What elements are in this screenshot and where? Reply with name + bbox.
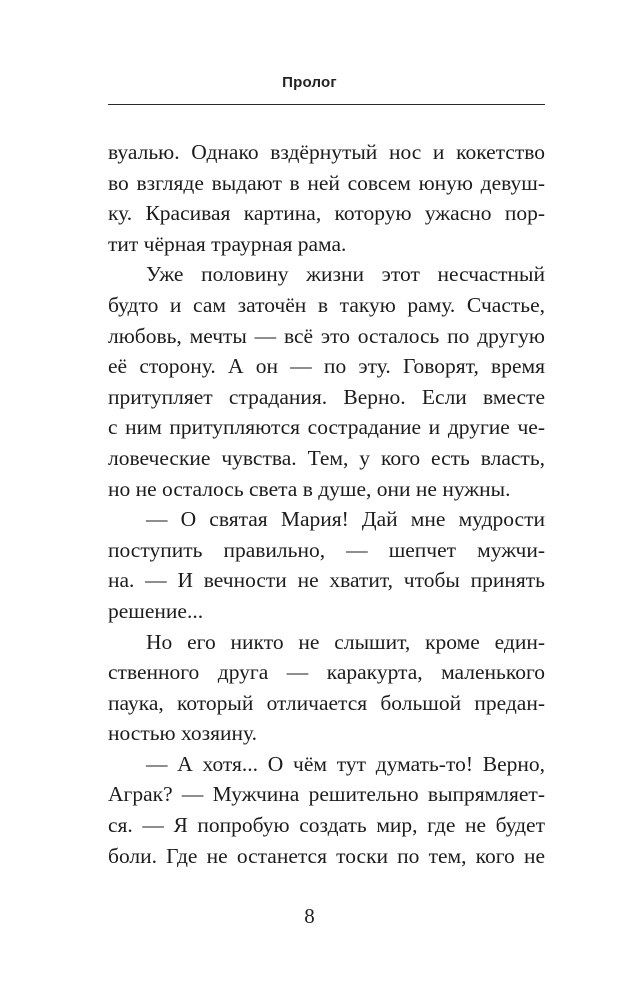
text-line: с ним притупляются сострадание и другие че- xyxy=(108,415,545,440)
text-line: паука, который отличается большой предан- xyxy=(108,690,545,715)
text-line: Аграк? — Мужчина решительно выпрямляет- xyxy=(108,782,545,807)
text-line: но не осталось света в душе, они не нужны. xyxy=(108,476,511,501)
body-text xyxy=(108,137,545,871)
running-head: Пролог xyxy=(282,74,337,91)
text-line: притупляет страдания. Верно. Если вместе xyxy=(108,384,545,409)
text-line: вуалью. Однако вздёрнутый нос и кокетство xyxy=(108,140,545,164)
text-line: будто и сам заточён в такую раму. Счастье, xyxy=(108,292,545,317)
text-line: её сторону. А он — по эту. Говорят, время xyxy=(108,354,545,379)
text-line: во взгляде выдают в ней совсем юную девуш- xyxy=(108,170,545,195)
text-line: на. — И вечности не хватит, чтобы принять xyxy=(108,568,545,593)
text-line: боли. Где не останется тоски по тем, кого не xyxy=(108,843,545,868)
text-line: ловеческие чувства. Тем, у кого есть власть, xyxy=(108,445,545,470)
text-line: тит чёрная траурная рама. xyxy=(108,231,347,256)
text-line: любовь, мечты — всё это осталось по другую xyxy=(108,323,545,348)
text-line: ся. — Я попробую создать мир, где не будет xyxy=(108,813,545,838)
text-line: ностью хозяину. xyxy=(108,721,258,746)
text-line: Уже половину жизни этот несчастный xyxy=(146,262,545,287)
text-line: ку. Красивая картина, которую ужасно пор- xyxy=(108,201,545,226)
text-line: Но его никто не слышит, кроме един- xyxy=(146,629,545,654)
page-number: 8 xyxy=(304,904,315,928)
text-line: ственного друга — каракурта, маленького xyxy=(108,660,545,685)
text-line: поступить правильно, — шепчет мужчи- xyxy=(108,537,545,562)
text-line: решение... xyxy=(108,598,204,623)
text-line: — А хотя... О чём тут думать-то! Верно, xyxy=(146,751,545,776)
text-line: — О святая Мария! Дай мне мудрости xyxy=(146,507,545,532)
header-rule xyxy=(108,104,545,105)
